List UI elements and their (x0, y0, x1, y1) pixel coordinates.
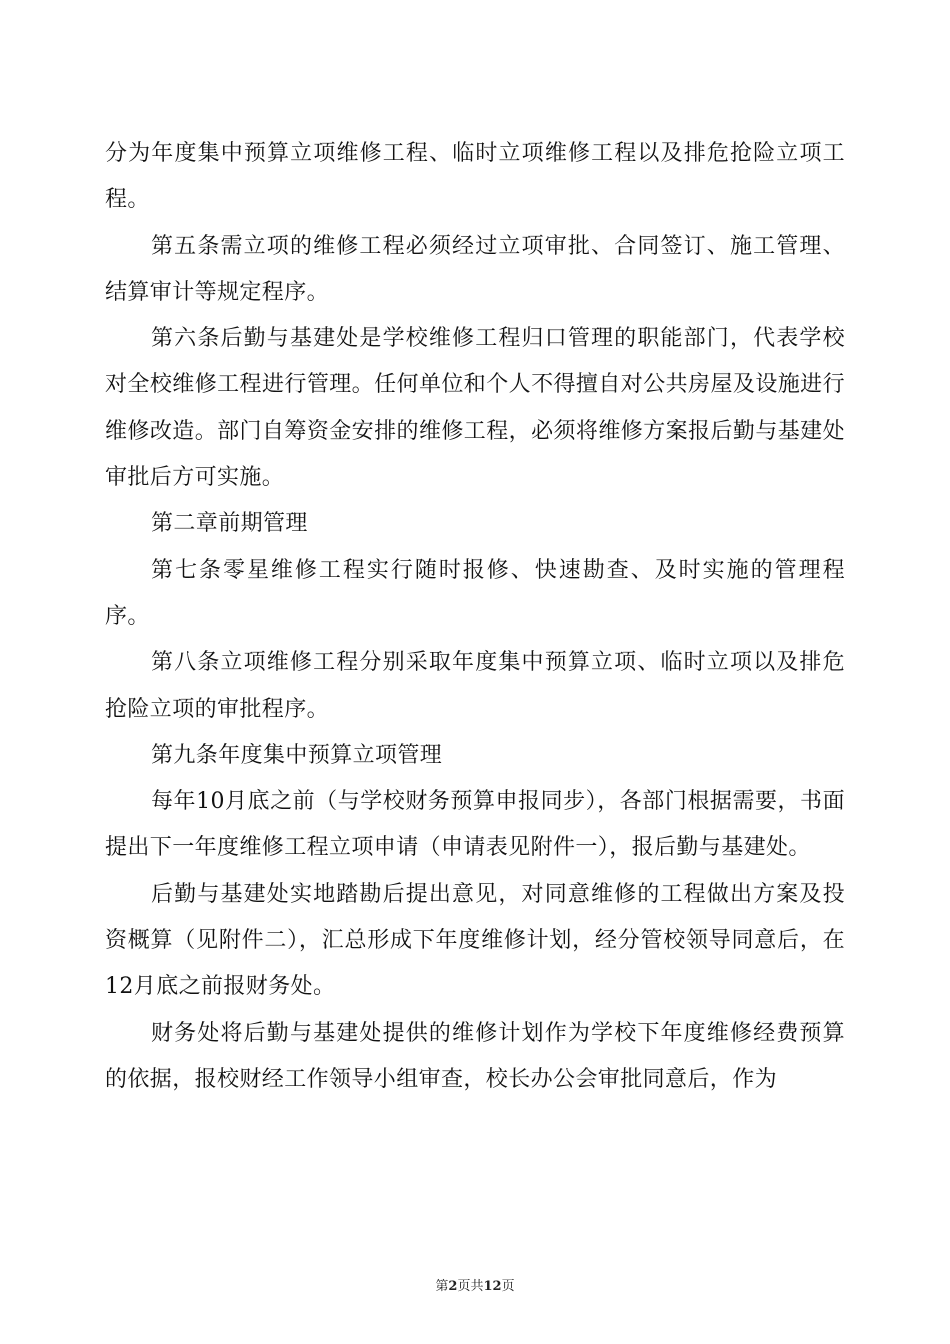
footer-middle: 页共 (457, 1279, 484, 1294)
paragraph-article-5: 第五条需立项的维修工程必须经过立项审批、合同签订、施工管理、结算审计等规定程序。 (105, 233, 845, 305)
document-body (105, 131, 845, 1103)
chapter-heading: 第二章前期管理 (151, 511, 308, 537)
footer-suffix: 页 (501, 1279, 515, 1294)
paragraph-article-9: 第九条年度集中预算立项管理 (151, 742, 443, 768)
page-footer (0, 1278, 950, 1296)
paragraph-article-6: 第六条后勤与基建处是学校维修工程归口管理的职能部门，代表学校对全校维修工程进行管理。任何单位和个人不得擅自对公共房屋及设施进行维修改造。部门自筹资金安排的维修工程，必须将维修方案报后勤与基建处审批后方可实施。 (105, 326, 845, 491)
paragraph-finance-budget: 财务处将后勤与基建处提供的维修计划作为学校下年度维修经费预算的依据，报校财经工作领导小组审查，校长办公会审批同意后，作为 (105, 1020, 845, 1092)
footer-total-pages: 12 (483, 1279, 502, 1294)
footer-page-number: 2 (448, 1279, 458, 1294)
paragraph-article-7: 第七条零星维修工程实行随时报修、快速勘查、及时实施的管理程序。 (105, 557, 845, 629)
paragraph-survey-plan: 后勤与基建处实地踏勘后提出意见，对同意维修的工程做出方案及投资概算（见附件二），汇总形成下年度维修计划，经分管校领导同意后，在12月底之前报财务处。 (105, 881, 845, 1000)
footer-prefix: 第 (435, 1279, 449, 1294)
paragraph-article-8: 第八条立项维修工程分别采取年度集中预算立项、临时立项以及排危抢险立项的审批程序。 (105, 650, 845, 722)
paragraph-annual-application: 每年10月底之前（与学校财务预算申报同步），各部门根据需要，书面提出下一年度维修工程立项申请（申请表见附件一），报后勤与基建处。 (105, 789, 845, 861)
paragraph-project-categories: 分为年度集中预算立项维修工程、临时立项维修工程以及排危抢险立项工程。 (105, 141, 845, 213)
